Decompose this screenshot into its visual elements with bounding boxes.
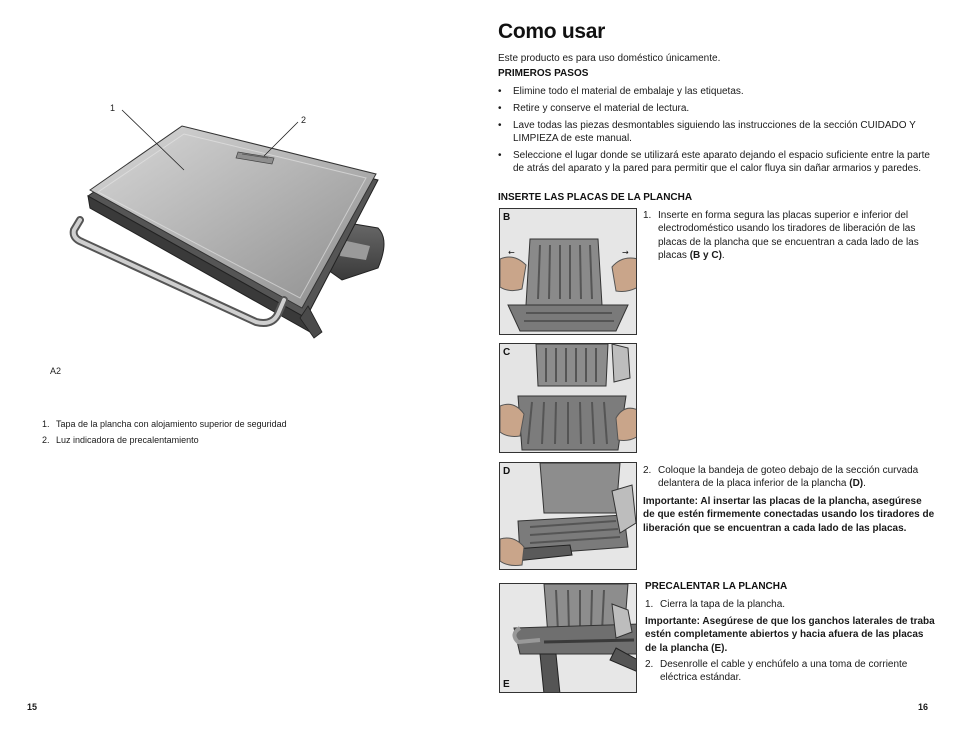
figure-label-d: D (503, 466, 511, 477)
photo-figure-e (499, 583, 637, 693)
grill-illustration (60, 100, 400, 350)
legend-item: 1. Tapa de la plancha con alojamiento superior de seguridad (42, 419, 287, 429)
figure-label-b: B (503, 212, 511, 223)
right-page (477, 0, 954, 738)
bullet-item: • Retire y conserve el material de lectura. (498, 103, 690, 114)
step-drip-tray: 2. Coloque la bandeja de goteo debajo de la sección curvada delantera de la placa inferior de la plancha (D). (643, 465, 919, 490)
figure-label-a2: A2 (50, 366, 62, 376)
important-note-plates: Importante: Al insertar las placas de la plancha, asegúrese de que estén firmemente conectadas usando los tiradores de liberación que se encuentran a cada lado de las placas. (643, 496, 935, 534)
legend-item: 2. Luz indicadora de precalentamiento (42, 435, 199, 445)
heading-precalentar: PRECALENTAR LA PLANCHA (645, 581, 788, 592)
bullet-item: • Lave todas las piezas desmontables siguiendo las instrucciones de la sección CUIDADO Y LIMPIEZA de este manual. (498, 120, 916, 144)
photo-figure-b (499, 208, 637, 335)
svg-text:→: → (622, 248, 629, 257)
callout-2: 2 (301, 115, 307, 125)
important-note-hooks: Importante: Asegúrese de que los ganchos laterales de traba estén completamente abiertos y hacia afuera de las placas de la plancha (E). (645, 616, 935, 654)
parts-legend (42, 416, 287, 448)
heading-inserte-placas: INSERTE LAS PLACAS DE LA PLANCHA (498, 192, 693, 203)
page-number-left: 15 (27, 702, 38, 712)
photo-figure-d (499, 462, 637, 570)
intro-text: Este producto es para uso doméstico únicamente. (498, 53, 721, 64)
svg-text:←: ← (508, 248, 515, 257)
step-insert-plates: 1. Inserte en forma segura las placas superior e inferior del electrodoméstico usando los tiradores de liberación de las placas de la plancha que se encuentran a cada lado de las placas (B y C). (643, 210, 919, 261)
step-close-lid: 1. Cierra la tapa de la plancha. (645, 599, 786, 610)
photo-figure-c (499, 343, 637, 453)
figure-label-c: C (503, 347, 511, 358)
figure-label-e: E (503, 679, 510, 690)
callout-1: 1 (110, 103, 116, 113)
page-title: Como usar (498, 20, 605, 43)
bullet-item: • Seleccione el lugar donde se utilizará este aparato dejando el espacio suficiente entre la parte de atrás del aparato y la pared para permitir que el calor fluya sin dañar armarios y paredes. (498, 150, 930, 174)
step-plug-in: 2. Desenrolle el cable y enchúfelo a una toma de corriente eléctrica estándar. (645, 659, 908, 684)
page-number-right: 16 (918, 702, 929, 712)
heading-primeros-pasos: PRIMEROS PASOS (498, 68, 589, 79)
bullet-item: • Elimine todo el material de embalaje y las etiquetas. (498, 86, 744, 97)
